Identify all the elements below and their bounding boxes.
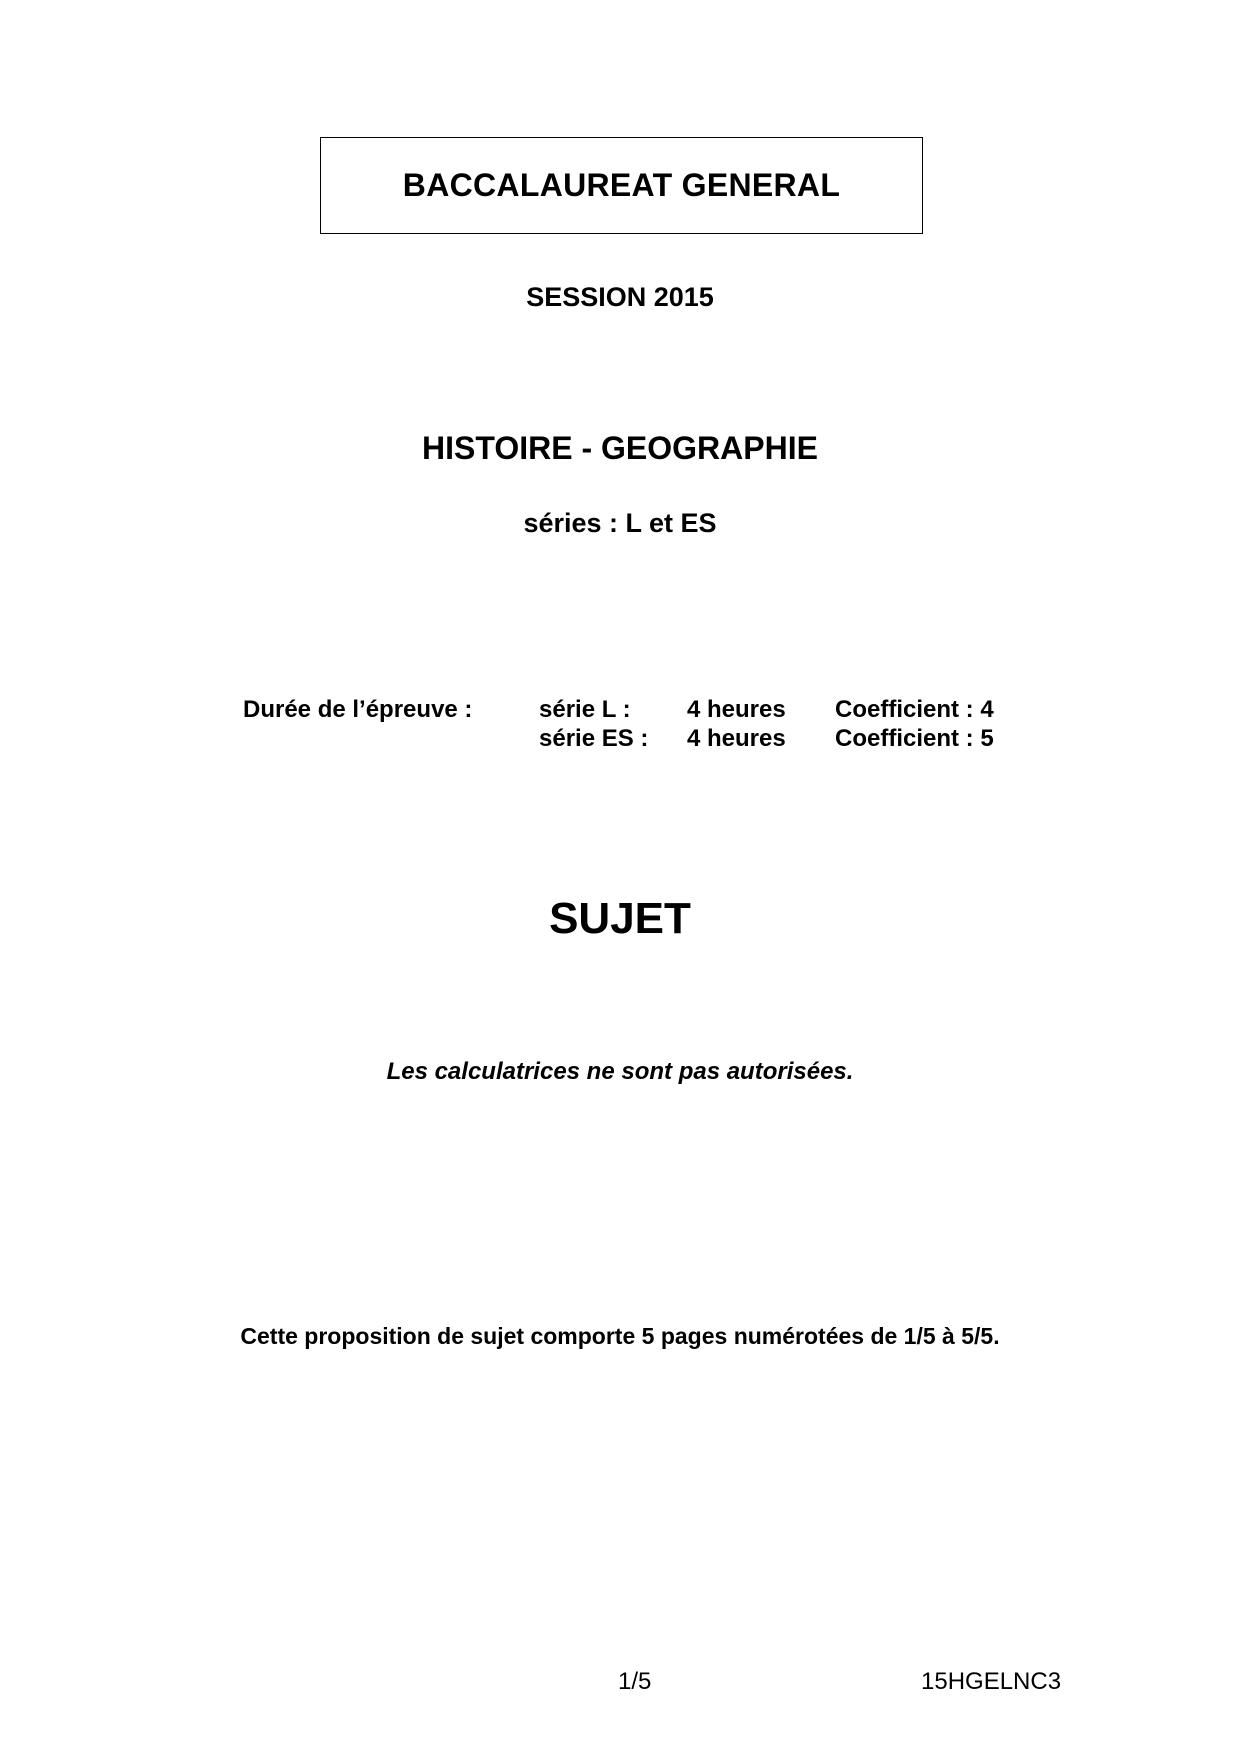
duration-row-hours: 4 heures xyxy=(687,725,786,752)
series-label: séries : L et ES xyxy=(523,508,717,538)
duration-row-hours: 4 heures xyxy=(687,696,786,723)
duration-row-coefficient: Coefficient : 4 xyxy=(835,696,994,723)
exam-title-box xyxy=(320,137,923,234)
sujet-heading: SUJET xyxy=(549,894,691,943)
duration-row-serie: série ES : xyxy=(539,725,649,752)
pages-note: Cette proposition de sujet comporte 5 pages numérotées de 1/5 à 5/5. xyxy=(240,1323,1000,1349)
document-code: 15HGELNC3 xyxy=(921,1668,1062,1695)
exam-title: BACCALAUREAT GENERAL xyxy=(402,167,841,203)
page-number: 1/5 xyxy=(618,1668,652,1695)
duration-row-serie: série L : xyxy=(539,696,631,723)
subject-title: HISTOIRE - GEOGRAPHIE xyxy=(422,430,818,466)
duration-row-coefficient: Coefficient : 5 xyxy=(835,725,994,752)
calculator-note: Les calculatrices ne sont pas autorisées. xyxy=(386,1058,854,1085)
session-label: SESSION 2015 xyxy=(526,282,714,312)
duration-label: Durée de l’épreuve : xyxy=(243,696,473,723)
